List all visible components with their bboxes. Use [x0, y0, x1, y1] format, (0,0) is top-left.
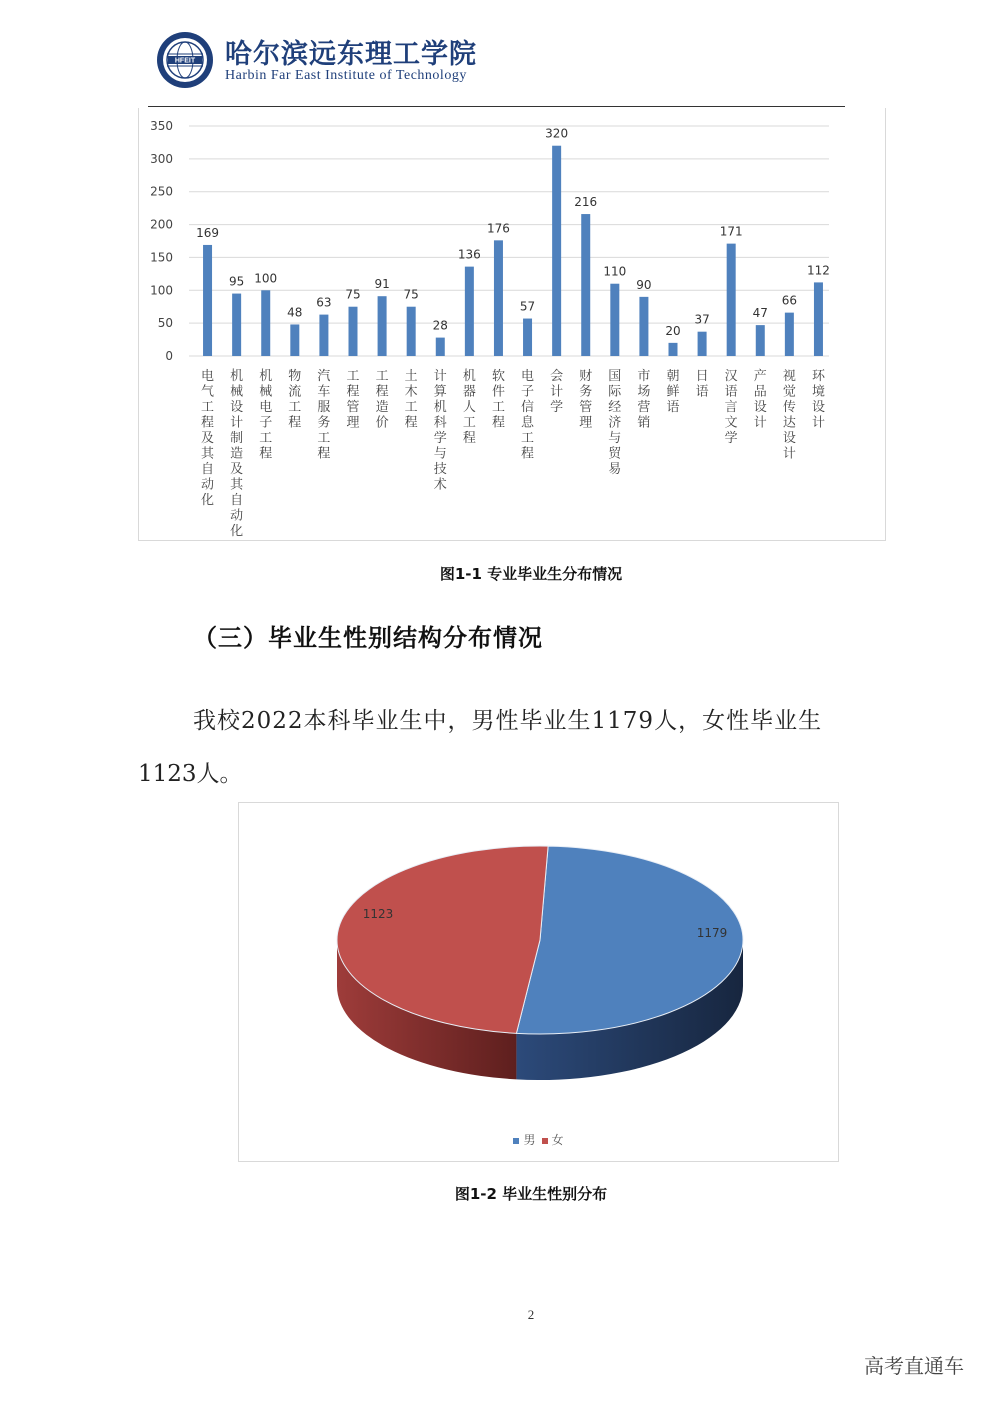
x-tick-label: 机械电子工程 [259, 369, 273, 462]
bar [639, 297, 648, 356]
x-tick-label: 机器人工程 [462, 369, 476, 446]
bar [203, 245, 212, 356]
figure-caption-2: 图1-2 毕业生性别分布 [454, 1185, 608, 1203]
x-tick-label: 国际经济与贸易 [608, 369, 622, 477]
data-label: 28 [432, 318, 448, 333]
y-tick-label: 300 [150, 151, 173, 166]
x-tick-label: 土木工程 [404, 369, 418, 431]
page-header [155, 30, 855, 90]
paragraph-line-1: 我校2022本科毕业生中，男性毕业生1179人，女性毕业生 [193, 708, 823, 734]
data-label: 37 [694, 312, 710, 327]
legend-label: 男 [523, 1133, 536, 1147]
bar [378, 296, 387, 356]
bar [669, 343, 678, 356]
pie-chart-svg [239, 803, 838, 1161]
paragraph-line-2: 1123人。 [138, 761, 243, 787]
bar [552, 146, 561, 356]
x-tick-label: 软件工程 [491, 369, 505, 431]
x-tick-label: 会计学 [550, 369, 564, 415]
pie-data-label-male: 1179 [696, 926, 728, 940]
school-name-cn: 哈尔滨远东理工学院 [225, 39, 477, 70]
bar [814, 282, 823, 356]
legend-swatch [513, 1138, 519, 1144]
data-label: 95 [228, 274, 245, 289]
gender-distribution-chart [238, 802, 839, 1162]
major-distribution-chart [138, 108, 886, 541]
school-logo-icon [155, 30, 215, 90]
x-tick-label: 产品设计 [753, 369, 767, 431]
page-number: 2 [527, 1307, 535, 1322]
bar [581, 214, 590, 356]
y-tick-label: 350 [150, 119, 173, 133]
bar [523, 319, 532, 356]
data-label: 20 [665, 323, 681, 338]
bar [727, 244, 736, 356]
bar [494, 240, 503, 356]
x-tick-label: 计算机科学与技术 [433, 369, 447, 493]
x-tick-label: 财务管理 [579, 369, 593, 431]
data-label: 171 [719, 224, 743, 239]
y-tick-label: 200 [150, 217, 173, 232]
legend-label: 女 [551, 1133, 564, 1147]
bar [261, 290, 270, 356]
bar [436, 338, 445, 356]
logo-text: HFEIT [174, 57, 196, 65]
bar [290, 324, 299, 356]
data-label: 169 [196, 225, 219, 240]
x-tick-label: 电子信息工程 [521, 369, 535, 462]
bar [232, 294, 241, 356]
pie-data-label-female: 1123 [362, 907, 394, 921]
y-tick-label: 250 [150, 184, 173, 199]
watermark: 高考直通车 [864, 1354, 964, 1378]
y-tick-label: 0 [165, 349, 173, 363]
x-tick-label: 工程造价 [375, 369, 389, 431]
data-label: 63 [316, 295, 332, 310]
x-tick-label: 市场营销 [637, 369, 651, 431]
school-name-en: Harbin Far East Institute of Technology [225, 68, 467, 83]
data-label: 57 [519, 299, 536, 314]
section-title: （三）毕业生性别结构分布情况 [193, 623, 543, 652]
data-label: 91 [374, 277, 390, 292]
data-label: 216 [574, 195, 598, 210]
data-label: 110 [603, 264, 627, 279]
pie-legend [239, 1131, 838, 1148]
y-tick-label: 100 [150, 283, 173, 298]
y-tick-label: 150 [150, 250, 173, 265]
data-label: 320 [545, 126, 569, 141]
x-tick-label: 机械设计制造及其自动化 [230, 369, 244, 539]
legend-item [542, 1133, 564, 1147]
data-label: 48 [287, 305, 303, 320]
x-tick-label: 环境设计 [811, 369, 825, 431]
x-tick-label: 物流工程 [288, 369, 302, 431]
x-tick-label: 日语 [695, 369, 709, 400]
bar [756, 325, 765, 356]
data-label: 112 [807, 263, 830, 278]
data-label: 75 [403, 287, 419, 302]
figure-caption-1: 图1-1 专业毕业生分布情况 [439, 565, 623, 583]
bar [349, 307, 358, 356]
x-tick-label: 汽车服务工程 [317, 369, 331, 462]
data-label: 176 [487, 221, 510, 236]
data-label: 90 [636, 277, 652, 292]
bar-chart-svg [139, 108, 885, 540]
data-label: 100 [254, 271, 278, 286]
x-tick-label: 视觉传达设计 [782, 369, 796, 462]
legend-swatch [542, 1138, 548, 1144]
bar [319, 315, 328, 356]
bar [465, 267, 474, 356]
x-tick-label: 朝鲜语 [666, 369, 680, 415]
header-divider [148, 106, 845, 107]
x-tick-label: 工程管理 [346, 369, 360, 431]
data-label: 66 [781, 293, 798, 308]
y-tick-label: 50 [157, 316, 173, 331]
x-tick-label: 电气工程及其自动化 [201, 369, 215, 508]
bar [610, 284, 619, 356]
data-label: 75 [345, 287, 361, 302]
x-tick-label: 汉语言文学 [724, 369, 738, 446]
bar [698, 332, 707, 356]
legend-item [513, 1133, 535, 1147]
data-label: 47 [752, 306, 768, 321]
bar [407, 307, 416, 356]
data-label: 136 [457, 247, 481, 262]
bar [785, 313, 794, 356]
